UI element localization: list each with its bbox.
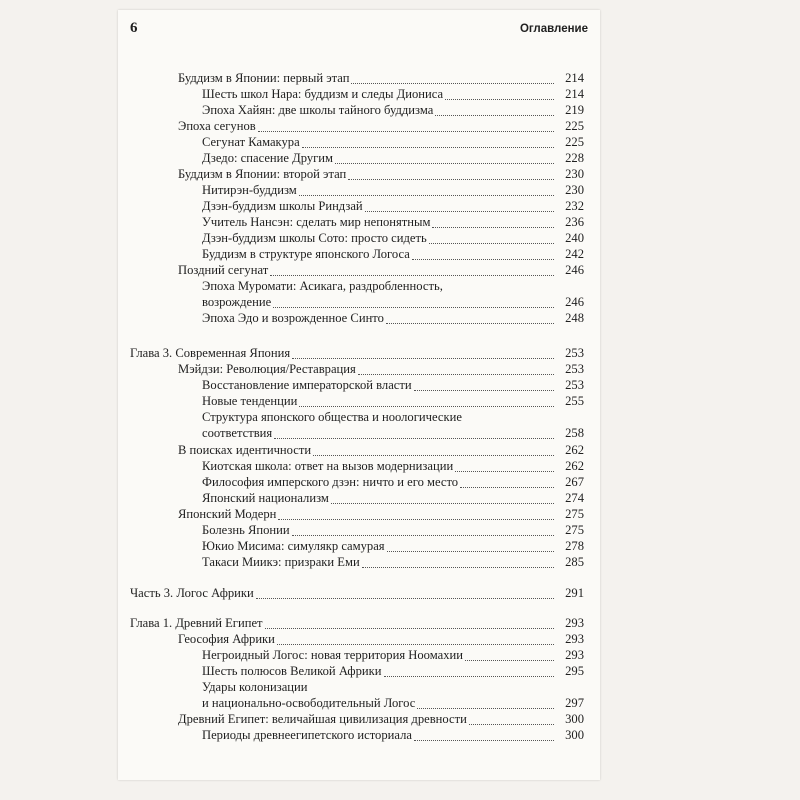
toc-entry-title: Удары колонизации — [202, 680, 308, 694]
toc-entry-title: Мэйдзи: Революция/Реставрация — [178, 362, 356, 376]
toc-entry-page: 214 — [565, 87, 584, 101]
toc-leader-dots — [270, 259, 554, 276]
toc-entry-title: Древний Египет: величайшая цивилизация древности — [178, 712, 467, 726]
toc-entry-title: Буддизм в Японии: первый этап — [178, 71, 350, 85]
toc-entry-page: 278 — [565, 539, 584, 553]
toc-entry-page: 230 — [565, 183, 584, 197]
toc-leader-dots — [417, 692, 554, 709]
toc-entry-page: 297 — [565, 696, 584, 710]
toc-entry-title: Юкио Мисима: симулякр самурая — [202, 539, 385, 553]
toc-leader-dots — [265, 612, 554, 629]
toc-leader-dots — [362, 551, 554, 568]
toc-entry-page: 253 — [565, 346, 584, 360]
toc-entry-page: 267 — [565, 475, 584, 489]
toc-entry-title: Шесть школ Нара: буддизм и следы Диониса — [202, 87, 444, 101]
toc-leader-dots — [455, 455, 554, 472]
toc-entry-title: Эпоха Хайян: две школы тайного буддизма — [202, 103, 434, 117]
toc-entry-title: Глава 1. Древний Египет — [130, 616, 263, 630]
toc-leader-dots — [387, 535, 554, 552]
toc-entry-title: Дзэн-буддизм школы Риндзай — [202, 199, 363, 213]
toc-leader-dots — [412, 243, 554, 260]
toc-leader-dots — [414, 724, 554, 741]
toc-entry-title: Учитель Нансэн: сделать мир непонятным — [202, 215, 431, 229]
toc-leader-dots — [465, 644, 554, 661]
toc-entry-page: 236 — [565, 215, 584, 229]
toc-leader-dots — [460, 471, 554, 488]
toc-entry-page: 214 — [565, 71, 584, 85]
toc-entry-title: Геософия Африки — [178, 632, 275, 646]
toc-leader-dots — [365, 195, 554, 212]
toc-leader-dots — [292, 342, 554, 359]
toc-entry-page: 293 — [565, 632, 584, 646]
toc-entry-title: Новые тенденции — [202, 394, 298, 408]
toc-entry-title: Шесть полюсов Великой Африки — [202, 664, 382, 678]
toc-entry-title: соответствия — [202, 426, 273, 440]
toc-entry-page: 240 — [565, 231, 584, 245]
toc-entry-title: Такаси Миикэ: призраки Еми — [202, 555, 360, 569]
toc-leader-dots — [331, 487, 554, 504]
toc-entry-page: 258 — [565, 426, 584, 440]
toc-leader-dots — [299, 390, 554, 407]
toc-leader-dots — [351, 67, 554, 84]
toc-entry-title: Эпоха Муромати: Асикага, раздробленность, — [202, 279, 443, 293]
toc-entry-page: 285 — [565, 555, 584, 569]
toc-entry-title: Дзэн-буддизм школы Сото: просто сидеть — [202, 231, 427, 245]
toc-leader-dots — [299, 179, 554, 196]
running-title: Оглавление — [519, 23, 588, 35]
toc-leader-dots — [274, 422, 554, 439]
toc-entry-page: 262 — [565, 443, 584, 457]
toc-entry-page: 228 — [565, 151, 584, 165]
toc-entry-page: 246 — [565, 263, 584, 277]
toc-entry-page: 242 — [565, 247, 584, 261]
toc-entry-title: Эпоха Эдо и возрожденное Синто — [202, 311, 384, 325]
toc-entry-page: 253 — [565, 378, 584, 392]
toc-leader-dots — [256, 582, 554, 599]
toc-leader-dots — [292, 519, 554, 536]
toc-leader-dots — [358, 358, 554, 375]
toc-entry-page: 300 — [565, 712, 584, 726]
toc-leader-dots — [348, 163, 554, 180]
toc-entry-page: 295 — [565, 664, 584, 678]
toc-leader-dots — [302, 131, 554, 148]
toc-entry-page: 293 — [565, 616, 584, 630]
toc-entry-page: 248 — [565, 311, 584, 325]
toc-entry-page: 275 — [565, 507, 584, 521]
toc-leader-dots — [278, 503, 554, 520]
toc-entry-page: 253 — [565, 362, 584, 376]
toc-entry-page: 219 — [565, 103, 584, 117]
toc-leader-dots — [429, 227, 554, 244]
toc-leader-dots — [414, 374, 554, 391]
toc-entry-title: Периоды древнеегипетского историала — [202, 728, 412, 742]
toc-leader-dots — [469, 708, 554, 725]
toc-entry-title: Поздний сегунат — [178, 263, 269, 277]
toc-entry-title: Нитирэн-буддизм — [202, 183, 297, 197]
toc-entry-page: 255 — [565, 394, 584, 408]
toc-entry-page: 225 — [565, 119, 584, 133]
toc-entry-title: Сегунат Камакура — [202, 135, 300, 149]
page-number: 6 — [130, 20, 138, 36]
toc-entry-title: и национально-освободительный Логос — [202, 696, 416, 710]
toc-leader-dots — [384, 660, 554, 677]
toc-entry-page: 225 — [565, 135, 584, 149]
toc-entry-page: 291 — [565, 586, 584, 600]
toc-entry-title: Японский Модерн — [178, 507, 277, 521]
toc-entry-page: 232 — [565, 199, 584, 213]
toc-leader-dots — [277, 628, 554, 645]
toc-leader-dots — [258, 115, 554, 132]
toc-entry-title: возрождение — [202, 295, 272, 309]
toc-entry-title: Структура японского общества и ноологические — [202, 410, 462, 424]
toc-entry-title: Часть 3. Логос Африки — [130, 586, 254, 600]
toc-entry-title: Восстановление императорской власти — [202, 378, 412, 392]
toc-entry-page: 275 — [565, 523, 584, 537]
toc-entry-title: Глава 3. Современная Япония — [130, 346, 291, 360]
toc-entry-page: 230 — [565, 167, 584, 181]
toc-entry-title: Дзедо: спасение Другим — [202, 151, 334, 165]
toc-entry-page: 300 — [565, 728, 584, 742]
toc-entry-title: Эпоха сегунов — [178, 119, 256, 133]
toc-entry-page: 293 — [565, 648, 584, 662]
toc-leader-dots — [432, 211, 554, 228]
toc-entry-page: 262 — [565, 459, 584, 473]
toc-leader-dots — [313, 439, 554, 456]
toc-entry-title: Киотская школа: ответ на вызов модернизации — [202, 459, 454, 473]
toc-entry-page: 246 — [565, 295, 584, 309]
toc-entry-title: Буддизм в Японии: второй этап — [178, 167, 347, 181]
toc-leader-dots — [335, 147, 554, 164]
toc-entry-page: 274 — [565, 491, 584, 505]
toc-entry-title: Японский национализм — [202, 491, 329, 505]
toc-entry-title: Буддизм в структуре японского Логоса — [202, 247, 410, 261]
toc-leader-dots — [435, 99, 554, 116]
toc-leader-dots — [386, 307, 554, 324]
toc-leader-dots — [273, 291, 554, 308]
page-header — [120, 20, 588, 42]
toc-entry-title: В поисках идентичности — [178, 443, 312, 457]
toc-leader-dots — [445, 83, 554, 100]
toc-entry-title: Негроидный Логос: новая территория Ноомахии — [202, 648, 463, 662]
toc-entry-title: Болезнь Японии — [202, 523, 290, 537]
toc-entry-title: Философия имперского дзэн: ничто и его место — [202, 475, 459, 489]
